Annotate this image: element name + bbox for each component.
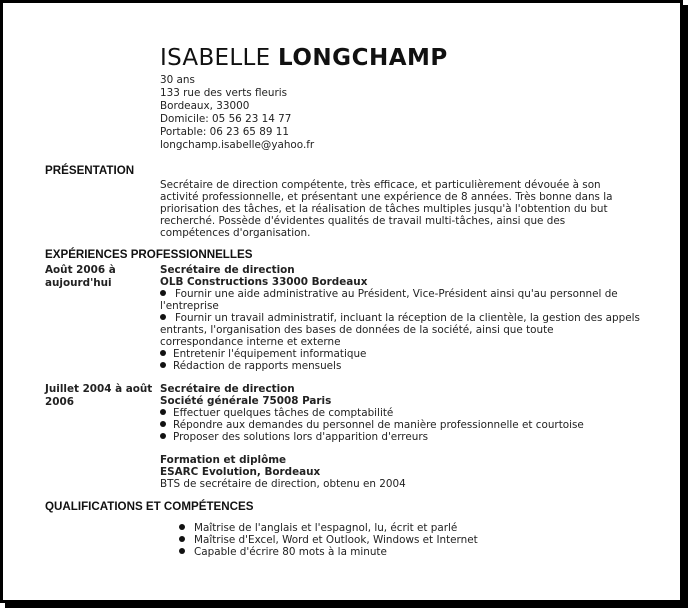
job-bullet [160, 360, 660, 372]
bullet-text: Fournir une aide administrative au Président, Vice-Président ainsi qu'au personnel de [175, 288, 618, 300]
job-bullet [160, 431, 660, 443]
job-bullet [160, 288, 660, 300]
qualification-item [179, 534, 478, 546]
presentation-line: compétences d'organisation. [160, 227, 311, 239]
home-phone: Domicile: 05 56 23 14 77 [160, 113, 292, 125]
education-heading: Formation et diplôme [160, 454, 287, 466]
bullet-icon [160, 314, 166, 320]
job-date [45, 383, 152, 408]
job-bullet [160, 407, 660, 419]
job-bullet [160, 348, 660, 360]
bullet-continuation: l'entreprise [160, 300, 219, 312]
qualification-text: Maîtrise d'Excel, Word et Outlook, Windows et Internet [194, 534, 478, 546]
contact-block [160, 74, 314, 152]
city: Bordeaux, 33000 [160, 100, 250, 112]
job-company: Société générale 75008 Paris [160, 395, 332, 407]
presentation-line: Secrétaire de direction compétente, très efficace, et particulièrement dévouée à son [160, 179, 601, 191]
bullet-icon [160, 290, 166, 296]
candidate-name [160, 45, 448, 71]
mobile-phone: Portable: 06 23 65 89 11 [160, 126, 289, 138]
bullet-icon [179, 536, 185, 542]
presentation-line: activité professionnelle, et présentant une expérience de 8 années. Très bonne dans la [160, 191, 613, 203]
bullet-icon [160, 409, 166, 415]
street-address: 133 rue des verts fleuris [160, 87, 288, 99]
presentation-text [160, 179, 660, 239]
last-name: LONGCHAMP [278, 45, 448, 71]
job-entry [160, 264, 660, 372]
bullet-icon [179, 524, 185, 530]
qualification-text: Capable d'écrire 80 mots à la minute [194, 546, 387, 558]
bullet-icon [160, 421, 166, 427]
bullet-icon [160, 350, 166, 356]
bullet-icon [160, 433, 166, 439]
job-company: OLB Constructions 33000 Bordeaux [160, 276, 368, 288]
presentation-line: priorisation des tâches, et la réalisation de tâches multiples jusqu'à l'obtention du but [160, 203, 608, 215]
bullet-icon [160, 362, 166, 368]
bullet-continuation: entrants, l'organisation des bases de données de la société, ainsi que toute [160, 324, 554, 336]
job-date-line: aujourd'hui [45, 276, 112, 289]
job-date-line: Août 2006 à [45, 264, 116, 276]
bullet-icon [179, 548, 185, 554]
job-bullet [160, 312, 660, 324]
section-title-presentation: PRÉSENTATION [45, 164, 135, 177]
bullet-text: Entretenir l'équipement informatique [173, 348, 367, 360]
qualification-item [179, 522, 478, 534]
job-position: Secrétaire de direction [160, 264, 295, 276]
job-entry [160, 383, 660, 443]
age: 30 ans [160, 74, 195, 86]
education-degree: BTS de secrétaire de direction, obtenu en 2004 [160, 478, 406, 490]
job-position: Secrétaire de direction [160, 383, 295, 395]
job-bullet [160, 419, 660, 431]
qualification-item [179, 546, 478, 558]
bullet-text: Effectuer quelques tâches de comptabilité [173, 407, 394, 419]
bullet-text: Répondre aux demandes du personnel de manière professionnelle et courtoise [173, 419, 584, 431]
education-school: ESARC Evolution, Bordeaux [160, 466, 321, 478]
job-date-line: 2006 [45, 395, 74, 408]
section-title-experience: EXPÉRIENCES PROFESSIONNELLES [45, 248, 253, 261]
bullet-text: Proposer des solutions lors d'apparition d'erreurs [173, 431, 429, 443]
bullet-continuation: correspondance interne et externe [160, 336, 341, 348]
qualifications-list [179, 522, 478, 558]
education-entry [160, 454, 660, 490]
job-date [45, 264, 116, 289]
qualification-text: Maîtrise de l'anglais et l'espagnol, lu, écrit et parlé [194, 522, 458, 534]
bullet-text: Fournir un travail administratif, incluant la réception de la clientèle, la gestion des appels [175, 312, 640, 324]
job-date-line: Juillet 2004 à août [45, 383, 153, 395]
section-title-qualifications: QUALIFICATIONS ET COMPÉTENCES [45, 500, 254, 513]
presentation-line: recherché. Possède d'évidentes qualités de travail multi-tâches, ainsi que des [160, 215, 566, 227]
bullet-text: Rédaction de rapports mensuels [173, 360, 342, 372]
email: longchamp.isabelle@yahoo.fr [160, 139, 315, 151]
first-name: ISABELLE [160, 45, 271, 71]
